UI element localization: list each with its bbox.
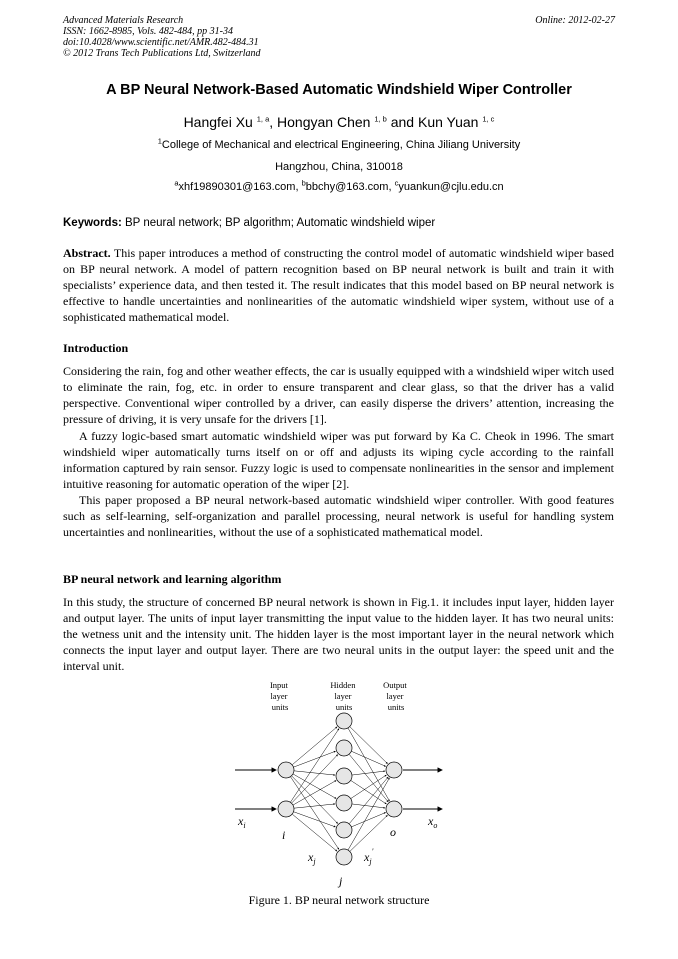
introduction-heading: Introduction [63,341,129,355]
input-node-2 [278,801,294,817]
email-b-sup: b [301,178,306,188]
email-c-sup: c [394,178,399,188]
hidden-node-4 [336,795,352,811]
author-1-sup: 1, a [256,114,270,124]
affiliation-line-2: Hangzhou, China, 310018 [275,161,403,173]
neural-network-diagram [228,676,458,890]
author-3-sup: 1, c [482,114,495,124]
connection-h4-o2 [352,804,385,808]
email-c: yuankun@cjlu.edu.cn [398,181,504,193]
paper-title: A BP Neural Network-Based Automatic Windshield Wiper Controller [106,82,572,98]
xj-prime-label: $x_j'$ [364,847,374,866]
xj-label: $x_j$ [308,850,316,866]
hidden-node-2 [336,740,352,756]
introduction-paragraph-1: Considering the rain, fog and other weather effects, the car is usually equipped with a windshield wiper witch used to eliminate the rain, fog, etc. in order to ensure transparent and clear glass, so that the driver has a valid perspective. Conventional wiper controlled by a driver, can easily disperse the drivers’ attention, increasing the pressure of driving, it is very unsafe for the drivers [1]. [63,364,614,426]
abstract-label: Abstract. [63,246,111,260]
output-layer-label: Output layer units [383,680,407,712]
connection-i1-h2 [293,751,335,767]
introduction-paragraph-2: A fuzzy logic-based smart automatic windshield wiper was put forward by Ka C. Cheok in 1996. The smart windshield wiper automatically turns itself on or off and adjusts its wiping cycle according to the rainfall information captured by rain sensor. Fuzzy logic is used to compensate nonlinearities in the sensor and implement intuitive reasoning for automatic operation of the wiper [2]. [63,429,614,491]
author-2: , Hongyan Chen [269,114,375,130]
email-line [0,178,678,193]
issn: ISSN: 1662-8985, Vols. 482-484, pp 31-34 [63,26,233,37]
bp-section-heading: BP neural network and learning algorithm [63,572,282,586]
input-layer-label: Input layer units [269,680,289,712]
keywords-text: BP neural network; BP algorithm; Automatic windshield wiper [121,217,436,229]
connection-i2-h6 [292,814,337,851]
copyright: © 2012 Trans Tech Publications Ltd, Switzerland [63,48,261,59]
author-2-sup: 1, b [374,114,387,124]
affiliation-sup: 1 [157,136,162,146]
connection-h5-o1 [349,777,388,824]
online-date: Online: 2012-02-27 [535,15,615,26]
connection-i2-h2 [292,755,338,804]
xo-label: $x_o$ [428,814,438,830]
bp-section-paragraph-1: In this study, the structure of concerned BP neural network is shown in Fig.1. it includes input layer, hidden layer and output layer. The units of input layer transmitting the input value to the hidden layer. It has two neural units: the wetness unit and the intensity unit. The hidden layer is the most important layer in the neural network which connects the input layer and output layer. There are two neural units in the output layer: the speed unit and the interval unit. [63,595,614,673]
introduction-paragraph-3: This paper proposed a BP neural network-based automatic windshield wiper controller. With good features such as self-learning, self-organization and parallel processing, neural network is useful for handling system uncertainties and nonlinearities, without the use of a sophisticated mathematical model. [63,493,614,539]
connection-h3-o1 [352,771,385,775]
connection-i2-h4 [294,804,335,808]
connection-i1-h5 [292,776,338,824]
email-b: bbchy@163.com, [305,181,395,193]
email-a: xhf19890301@163.com, [178,181,302,193]
abstract [63,245,614,325]
connection-h1-o2 [348,728,390,801]
author-list [0,114,678,130]
network-nodes [278,713,402,865]
connection-i1-h3 [294,771,335,775]
connection-h2-o2 [349,754,388,802]
journal-name: Advanced Materials Research [63,15,184,26]
connection-i2-h5 [294,812,336,827]
email-a-sup: a [174,178,179,188]
author-3: and Kun Yuan [386,114,483,130]
i-label: i [282,828,286,842]
connection-h6-o2 [350,815,388,851]
xi-label: $x_i$ [238,814,246,830]
affiliation-line-1 [0,136,678,151]
abstract-text: This paper introduces a method of constructing the control model of automatic windshield wiper based on BP neural network. A model of pattern recognition based on BP neural network is built and train it with specialists’ experience data, and then tested it. The result indicates that this model based on BP neural network is effective to handle uncertainties and nonlinearities of the automatic windshield wiper system, without use of a sophisticated mathematical model. [63,246,614,324]
hidden-node-6 [336,849,352,865]
figure-1 [228,676,458,890]
figure-caption: Figure 1. BP neural network structure [248,893,430,907]
input-node-1 [278,762,294,778]
affiliation-text: College of Mechanical and electrical Engineering, China Jiliang University [161,139,521,151]
hidden-node-1 [336,713,352,729]
connection-h1-o1 [350,727,388,764]
keywords-label: Keywords: [63,217,122,229]
keywords [63,217,435,229]
hidden-node-5 [336,822,352,838]
output-node-1 [386,762,402,778]
o-label: o [390,825,396,839]
author-1: Hangfei Xu [183,114,257,130]
hidden-layer-label: Hidden layer units [330,680,356,712]
doi: doi:10.4028/www.scientific.net/AMR.482-484.31 [63,37,259,48]
hidden-node-3 [336,768,352,784]
journal-header [63,15,261,59]
output-node-2 [386,801,402,817]
connection-h6-o1 [348,778,390,850]
j-label: j [339,874,343,888]
